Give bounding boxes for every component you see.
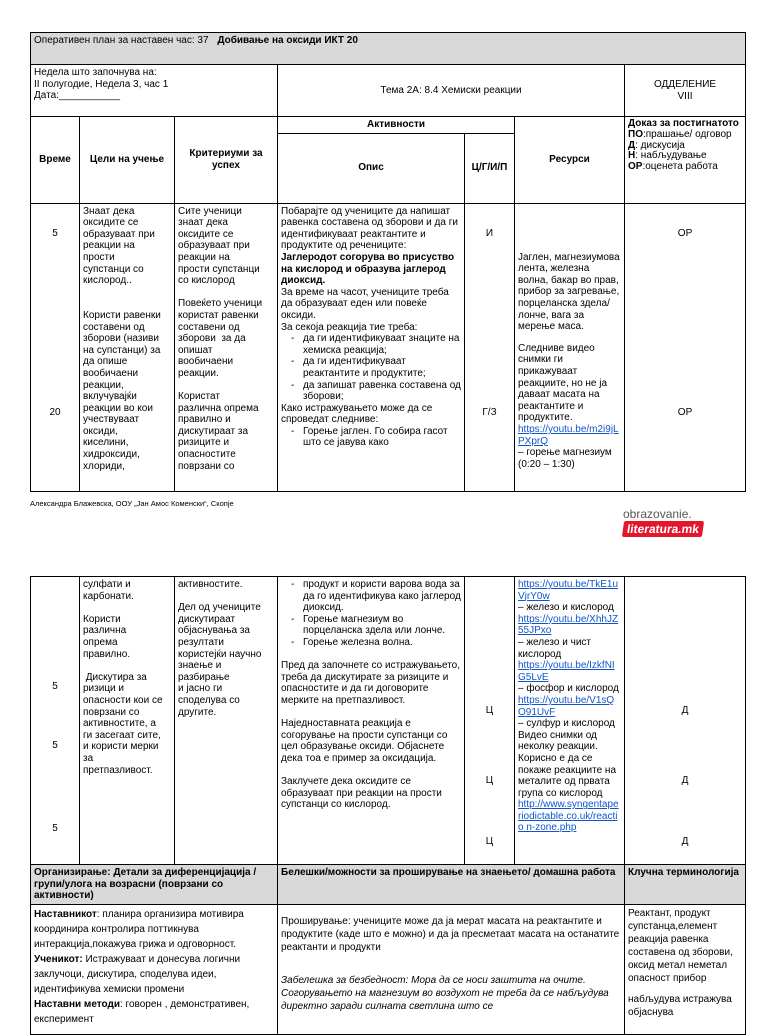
resource-note: Видео снимки од неколку реакции. [518, 729, 598, 753]
text-line: оксиди, [83, 425, 118, 437]
resource-link[interactable]: http://www.syngentaperiodictable.co.uk/reactio n-zone.php [518, 799, 619, 834]
text-line: знаат дека [178, 217, 228, 229]
evidence-value: Д [681, 836, 689, 848]
resource-note: – железо и чист кислород [518, 636, 591, 660]
text-line: вклучувајќи [83, 391, 137, 403]
week-info-cell [31, 65, 278, 117]
text-line: различна [83, 625, 127, 637]
time-cell [31, 203, 80, 491]
text-line: поврзани со [83, 706, 140, 718]
text-line: прости [83, 251, 115, 263]
evidence-po-key: ПО [628, 128, 643, 140]
text-line: да опише [83, 356, 128, 368]
cgip-value: Ц [485, 774, 494, 786]
methods-key: Наставни методи [34, 998, 120, 1010]
description-cell [278, 203, 465, 491]
semester-line: II полугодие, Недела 3, час 1 [34, 78, 169, 90]
text-line: различна опрема [178, 402, 259, 414]
desc-each: За секоја реакција тие треба: [281, 321, 418, 333]
text-line: супстанци со [83, 263, 144, 275]
text-line: активностите, а [83, 718, 156, 730]
text-line: Користи равенки [83, 309, 161, 321]
text-line: оксидите се [83, 217, 139, 229]
list-item-continued: - продукт и користи варова вода за да го идентификува како јаглерод диоксид. [303, 579, 461, 614]
terminology-text: Реактант, продукт супстанца,елемент реакција равенка составена од зборови, оксид метал неметал опасност прибор [628, 907, 733, 984]
text-line: образуваат при [178, 240, 250, 252]
teacher-key: Наставникот [34, 908, 97, 920]
evidence-d-val: : дискусија [635, 139, 685, 151]
text-line: Користи [83, 613, 121, 625]
evidence-n-key: Н [628, 150, 636, 162]
text-line: реакции на [83, 240, 135, 252]
plan-title-row [31, 33, 746, 65]
terminology-text-2: набљудува истражува објаснува [628, 993, 732, 1018]
list-item: - Горење железна волна. [303, 637, 461, 649]
evidence-value: ОР [677, 227, 693, 239]
goals-lines [83, 579, 171, 776]
resource-link[interactable]: https://youtu.be/TkE1uVjrY0w [518, 579, 619, 602]
text-line [178, 287, 274, 299]
brand-plain: obrazovanie. [623, 507, 692, 521]
text-line: Дискутира за [83, 671, 147, 683]
text-line: составени од [178, 321, 240, 333]
resources-video-note: Следниве видео снимки ги прикажуваат реакциите, но не ја даваат масата на реактантите и продуктите. [518, 342, 608, 424]
desc-list-2 [281, 426, 461, 449]
student-key: Ученикот: [34, 953, 83, 965]
resource-link[interactable]: https://youtu.be/IzkfNIG5LvE [518, 660, 615, 683]
text-line [178, 380, 274, 392]
text-line: правилно. [83, 648, 131, 660]
grade-cell [625, 65, 746, 117]
resource-note: – сулфур и кислород [518, 718, 615, 730]
desc-continued [281, 579, 461, 614]
time-value: 5 [52, 227, 58, 239]
resource-note: – фосфор и кислород [518, 683, 619, 695]
list-item: - Горење јаглен. Го собира гасот што се јавува како [303, 426, 461, 449]
criteria-cell [175, 203, 278, 491]
desc-safety-paragraph: Пред да започнете со истражувањето, треба да дискутирате за ризиците и опасностите и да ги договорите мерките на претпазливост. [281, 660, 461, 706]
list-item: - да запишат равенка составена од зборови; [303, 380, 461, 403]
text-line: опрема [83, 636, 118, 648]
col-description-header: Опис [278, 133, 465, 203]
cgip-value: И [485, 227, 494, 239]
brand-badge: literatura.mk [622, 521, 704, 537]
text-line: Повеќето ученици [178, 298, 263, 310]
text-line: и јасно ги [178, 683, 223, 695]
cgip-value: Ц [485, 705, 494, 716]
text-line [83, 660, 171, 672]
evidence-d-key: Д [628, 139, 636, 151]
time-cell [31, 577, 80, 865]
text-line [178, 591, 274, 603]
org-title: Организирање: Детали за диференцијација /групи/улога на возрасни (поврзани со активности) [31, 865, 278, 905]
text-line: користејќи научно [178, 648, 262, 660]
text-line: киселини, [83, 437, 129, 449]
evidence-cell [625, 577, 746, 865]
text-line: хлориди, [83, 460, 125, 472]
text-line: Сите ученици [178, 205, 242, 217]
desc-list [281, 614, 461, 649]
desc-conclusion-paragraph: Заклучете дека оксидите се образуваат при реакции на прости супстанци со кислород. [281, 776, 442, 811]
plan-table-page-1 [30, 32, 745, 492]
desc-how: Како истражувањето може да се спроведат следниве: [281, 402, 433, 426]
desc-bold: Јаглеродот согорува во присуство на кислород и образува јаглерод диоксид. [281, 251, 455, 287]
evidence-title: Доказ за постигнатото [628, 118, 739, 129]
text-line: споделува со [178, 694, 240, 706]
plan-table-page-2 [30, 576, 745, 1035]
desc-list [281, 333, 461, 403]
col-goals-header: Цели на учење [80, 117, 175, 204]
text-line: Знаат дека [83, 205, 135, 217]
resources-cell [515, 577, 625, 865]
text-line: ризици и [83, 683, 124, 695]
text-line: реакции, [83, 379, 124, 391]
text-line: зборови за да [178, 333, 246, 345]
goals-cell [80, 577, 175, 865]
topic-label: Тема 2А: 8.4 Хемиски реакции [380, 84, 522, 96]
text-line [83, 287, 171, 299]
text-line: образуваат при [83, 228, 155, 240]
text-line: разбирање [178, 671, 230, 683]
resource-link[interactable]: https://youtu.be/XhhJZ55JPxo [518, 613, 619, 637]
time-value: 5 [52, 681, 58, 692]
topic-cell [278, 65, 625, 117]
col-criteria-header: Критериуми за успех [175, 117, 278, 204]
cgip-cell [465, 577, 515, 865]
list-item: - да ги идентификуваат реактантите и продуктите; [303, 356, 461, 379]
text-line [83, 602, 171, 614]
text-line: дискутираат за [178, 425, 249, 437]
text-line: реакции на [178, 251, 230, 263]
resources-materials: Јаглен, магнезиумова лента, железна волна, бакар во прав, прибор за загревање, порцеланска здела/лонче, вага за мерење маса. [518, 251, 620, 333]
teacher-text: : планира организира мотивира координира контролира поттикнува интеракција,покажува грижа и одговорност. [34, 908, 244, 950]
criteria-lines [178, 579, 274, 718]
evidence-or-val: :оценета работа [642, 161, 718, 173]
evidence-value: Д [681, 705, 689, 716]
notes-cell [278, 904, 625, 1034]
notes-title: Белешки/можности за проширување на знаењето/ домашна работа [278, 865, 625, 905]
author-footer: Александра Блажевска, ООУ „Јан Амос Коменски“, Скопје [30, 499, 234, 508]
evidence-n-val: : набљудување [635, 150, 707, 162]
text-line: кислород.. [83, 275, 132, 287]
text-line: оксидите се [178, 228, 234, 240]
text-line: вообичаени [178, 356, 234, 368]
col-cgip-header: Ц/Г/И/П [465, 133, 515, 203]
col-activities-header: Активности [278, 117, 515, 134]
description-cell [278, 577, 465, 865]
terminology-cell [625, 904, 746, 1034]
week-label: Недела што започнува на: [34, 67, 157, 78]
resource-link[interactable]: https://youtu.be/V1sQO91UvF [518, 694, 615, 718]
text-line: составени од [83, 321, 145, 333]
time-value: 5 [52, 823, 58, 835]
text-line: за [83, 752, 94, 764]
resources-cell [515, 203, 625, 491]
cgip-cell [465, 203, 515, 491]
lesson-title: Добивање на оксиди ИКТ 20 [217, 35, 358, 46]
operative-plan-label: Оперативен план за наставен час: 37 [34, 35, 209, 46]
resources-list [518, 579, 621, 834]
brand-logo [623, 507, 768, 537]
student-text: Истражуваат и донесува логични заклучоци, дискутира, споделува идеи, идентификува хемиски промени [34, 953, 241, 995]
list-item: - да ги идентификуваат знаците на хемиска реакција; [303, 333, 461, 356]
evidence-or-key: ОР [628, 161, 643, 173]
text-line: на супстанци) за [83, 344, 161, 356]
grade-label: ОДДЕЛЕНИЕ [653, 78, 717, 90]
text-line: зборови (називи [83, 333, 159, 345]
resource-note: Корисно е да се покаже реакциите на металите од првата група со кислород [518, 752, 617, 799]
text-line: учествуваат [83, 414, 140, 426]
desc-mid: За време на часот, учениците треба да образуваат еден или повеќе оксиди. [281, 286, 449, 321]
date-label: Дата:___________ [34, 90, 121, 102]
goals-lines [83, 206, 171, 473]
evidence-po-val: :прашање/ одговор [642, 128, 732, 140]
text-line [83, 298, 171, 310]
text-line: користат равенки [178, 309, 259, 321]
cgip-value: Г/З [482, 407, 497, 419]
text-line: ги засегаат сите, [83, 729, 161, 741]
text-line: карбонати. [83, 590, 134, 602]
evidence-cell [625, 203, 746, 491]
list-item: - Горење магнезиум во порцеланска здела или лонче. [303, 614, 461, 637]
time-value: 5 [52, 739, 58, 751]
methods-text: : говорен , демонстративен, експеримент [34, 998, 250, 1025]
text-line: другите. [178, 706, 217, 718]
text-line: Користат [178, 391, 220, 403]
text-line: хидроксиди, [83, 449, 140, 461]
resources-video-desc: – горење магнезиум (0:20 – 1:30) [518, 447, 612, 470]
text-line: резултати [178, 636, 224, 648]
text-line: правилно и [178, 414, 231, 426]
text-line: сулфати и [83, 579, 131, 590]
text-line: реакции во кои [83, 402, 153, 414]
text-line: дискутираат [178, 613, 236, 625]
text-line: со кислород [178, 275, 235, 287]
time-value: 20 [49, 407, 61, 419]
col-resources-header: Ресурси [515, 117, 625, 204]
resource-note: – железо и кислород [518, 602, 614, 614]
criteria-lines [178, 206, 274, 473]
text-line: и користи мерки [83, 741, 159, 753]
desc-oxidation-paragraph: Наједноставната реакција е согорување на прости супстанци со цел образување оксиди. Објаснете дека тоа е пример за оксидација. [281, 718, 448, 764]
text-line: активностите. [178, 579, 243, 590]
text-line: Дел од учениците [178, 602, 261, 614]
col-evidence-header [625, 117, 746, 204]
text-line: вообичаени [83, 367, 139, 379]
col-time-header: Време [31, 117, 80, 204]
text-line: опасностите [178, 449, 236, 461]
text-line: реакции. [178, 367, 219, 379]
terminology-title: Клучна терминологија [625, 865, 746, 905]
org-cell [31, 904, 278, 1034]
text-line: објаснувања за [178, 625, 250, 637]
text-line: ризиците и [178, 437, 230, 449]
goals-cell [80, 203, 175, 491]
resource-link[interactable]: https://youtu.be/m2i9jLPXprQ [518, 423, 619, 447]
desc-intro: Побарајте од учениците да напишат равенка составена од зборови и да ги идентификуваат реактантите и продуктите од речениците: [281, 205, 458, 252]
evidence-value: Д [681, 774, 689, 786]
text-line: прости супстанци [178, 263, 260, 275]
cgip-value: Ц [485, 836, 494, 848]
criteria-cell [175, 577, 278, 865]
safety-note: Забелешка за безбедност: Мора да се носи заштита на очите. Согорувањето на магнезиум во воздухот не треба да се набљудува директно заради силната светлина што се [281, 974, 609, 1012]
extension-text: Проширување: учениците може да ја мерат масата на реактантите и продуктите (каде што е можно) и да ја пресметаат масата на останатите реактанти и продукти [281, 915, 620, 953]
text-line: опишат [178, 344, 213, 356]
text-line: знаење и [178, 660, 222, 672]
grade-value: VIII [677, 90, 693, 102]
evidence-value: ОР [677, 407, 693, 419]
text-line: опасности кои се [83, 694, 163, 706]
text-line: претпазливост. [83, 764, 153, 776]
text-line: поврзани со [178, 460, 235, 472]
